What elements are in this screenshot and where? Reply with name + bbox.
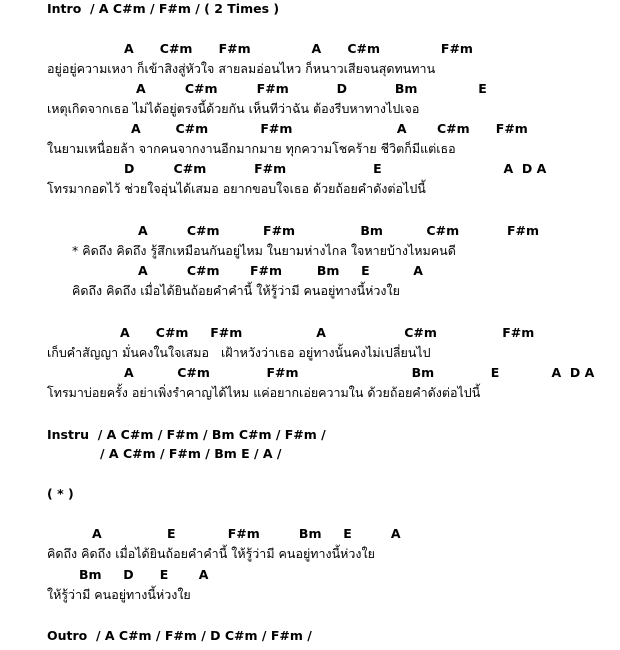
chord-line: Bm D E A	[79, 567, 209, 582]
lyric-line: เหตุเกิดจากเธอ ไม่ได้อยู่ตรงนี้ด้วยกัน เห็นทีว่าฉัน ต้องรีบหาทางไปเจอ	[47, 101, 420, 116]
instru-line: / A C#m / F#m / Bm E / A /	[100, 446, 282, 461]
lyric-line: เก็บคำสัญญา มั่นคงในใจเสมอ เฝ้าหวังว่าเธอ อยู่ทางนั้นคงไม่เปลี่ยนไป	[47, 345, 431, 360]
repeat-marker: ( * )	[47, 486, 74, 501]
lyric-line: โทรมาบ่อยครั้ง อย่าเพิ่งรำคาญได้ไหม แค่อยากเอ่ยความใน ด้วยถ้อยคำดังต่อไปนี้	[47, 385, 481, 400]
lyric-line: อยู่อยู่ความเหงา ก็เข้าสิงสู่หัวใจ สายลมอ่อนไหว ก็หนาวเสียจนสุดทนทาน	[47, 61, 436, 76]
lyric-line: โทรมากอดไว้ ช่วยใจอุ่นได้เสมอ อยากขอบใจเธอ ด้วยถ้อยคำดังต่อไปนี้	[47, 181, 426, 196]
lyric-line: ในยามเหนื่อยล้า จากคนจากงานอีกมากมาย ทุกความโชคร้าย ชีวิตก็มีแต่เธอ	[47, 141, 456, 156]
chord-line: A C#m F#m D Bm E	[136, 81, 487, 96]
lyric-line: * คิดถึง คิดถึง รู้สึกเหมือนกันอยู่ไหม ในยามห่างไกล ใจหายบ้างไหมคนดี	[72, 243, 456, 258]
lyric-line: คิดถึง คิดถึง เมื่อได้ยินถ้อยคำคำนี้ ให้รู้ว่ามี คนอยู่ทางนี้ห่วงใย	[47, 546, 375, 561]
lyric-line: ให้รู้ว่ามี คนอยู่ทางนี้ห่วงใย	[47, 587, 191, 602]
chord-line: A E F#m Bm E A	[92, 526, 401, 541]
lyric-line: คิดถึง คิดถึง เมื่อได้ยินถ้อยคำคำนี้ ให้รู้ว่ามี คนอยู่ทางนี้ห่วงใย	[72, 283, 400, 298]
instru-line: Instru / A C#m / F#m / Bm C#m / F#m /	[47, 427, 326, 442]
chord-line: A C#m F#m A C#m F#m	[124, 41, 473, 56]
chord-line: A C#m F#m Bm C#m F#m	[138, 223, 539, 238]
chord-line: D C#m F#m E A D A	[124, 161, 547, 176]
chord-line: A C#m F#m A C#m F#m	[131, 121, 528, 136]
chord-line: A C#m F#m Bm E A D A	[124, 365, 595, 380]
outro-line: Outro / A C#m / F#m / D C#m / F#m /	[47, 628, 312, 643]
chord-line: A C#m F#m A C#m F#m	[120, 325, 535, 340]
chord-line: A C#m F#m Bm E A	[138, 263, 423, 278]
intro-line: Intro / A C#m / F#m / ( 2 Times )	[47, 1, 280, 16]
